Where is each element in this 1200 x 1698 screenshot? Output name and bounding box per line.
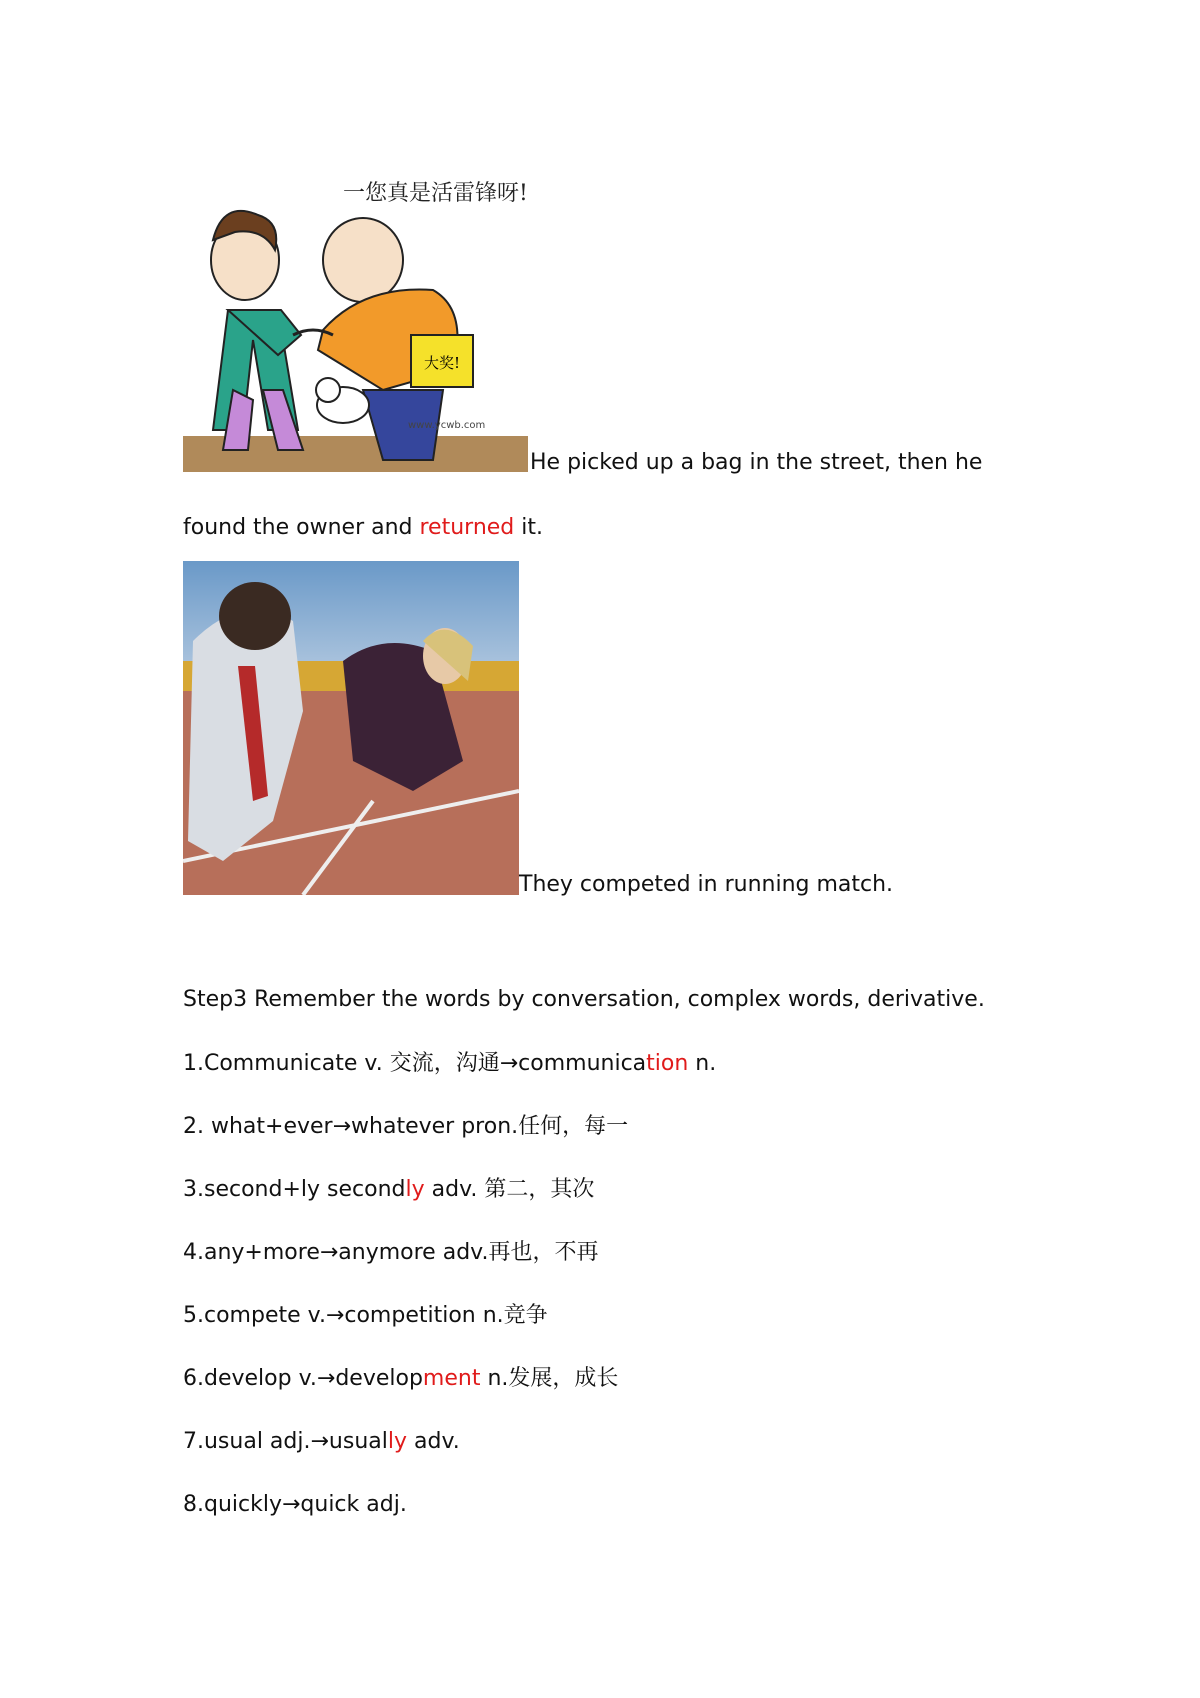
vocab-a: 1.Communicate v. bbox=[183, 1051, 390, 1076]
vocab-cn1: 再也，不再 bbox=[488, 1240, 599, 1265]
bag-label: 大奖! bbox=[423, 354, 461, 372]
caption1-line1: He picked up a bag in the street, then he bbox=[530, 450, 983, 475]
caption1-text-c: it. bbox=[514, 515, 544, 540]
vocab-cn1: 交流，沟通 bbox=[389, 1051, 500, 1076]
vocab-item bbox=[183, 1427, 460, 1457]
caption1-highlight: returned bbox=[419, 515, 515, 540]
vocab-item bbox=[183, 1175, 594, 1205]
vocab-a: 3.second+ly second bbox=[183, 1177, 406, 1202]
vocab-c: adv. bbox=[407, 1429, 460, 1454]
running-photo bbox=[183, 561, 519, 895]
vocab-red: ly bbox=[405, 1177, 425, 1202]
caption1-line2 bbox=[183, 513, 543, 543]
vocab-cn1: 竞争 bbox=[503, 1303, 548, 1328]
speech-text: 一您真是活雷锋呀! bbox=[343, 181, 528, 206]
vocab-a: 8.quickly→quick adj. bbox=[183, 1492, 407, 1517]
vocab-c: adv. bbox=[424, 1177, 485, 1202]
vocab-item bbox=[183, 1490, 407, 1520]
caption1-text-a: found the owner and bbox=[183, 515, 420, 540]
vocab-item bbox=[183, 1364, 618, 1394]
watermark-url: www.ycwb.com bbox=[408, 420, 486, 431]
vocab-a: 6.develop v.→develop bbox=[183, 1366, 423, 1391]
vocab-a: 4.any+more→anymore adv. bbox=[183, 1240, 489, 1265]
vocab-b: →communica bbox=[499, 1051, 647, 1076]
vocab-cn2: 发展，成长 bbox=[508, 1366, 619, 1391]
step3-heading: Step3 Remember the words by conversation, complex words, derivative. bbox=[183, 987, 985, 1012]
vocab-cn2: 第二，其次 bbox=[484, 1177, 595, 1202]
vocab-cn1: 任何，每一 bbox=[518, 1114, 629, 1139]
vocab-a: 7.usual adj.→usual bbox=[183, 1429, 388, 1454]
vocab-red: ment bbox=[422, 1366, 481, 1391]
vocab-c: n. bbox=[688, 1051, 717, 1076]
vocab-c: n. bbox=[480, 1366, 509, 1391]
vocab-item bbox=[183, 1049, 716, 1079]
vocab-item bbox=[183, 1112, 628, 1142]
vocab-red: ly bbox=[387, 1429, 407, 1454]
vocab-a: 5.compete v.→competition n. bbox=[183, 1303, 504, 1328]
vocab-red: tion bbox=[646, 1051, 689, 1076]
vocab-item bbox=[183, 1238, 598, 1268]
vocab-item bbox=[183, 1301, 548, 1331]
caption2: They competed in running match. bbox=[519, 872, 894, 897]
vocab-a: 2. what+ever→whatever pron. bbox=[183, 1114, 519, 1139]
cartoon-illustration bbox=[183, 160, 528, 472]
